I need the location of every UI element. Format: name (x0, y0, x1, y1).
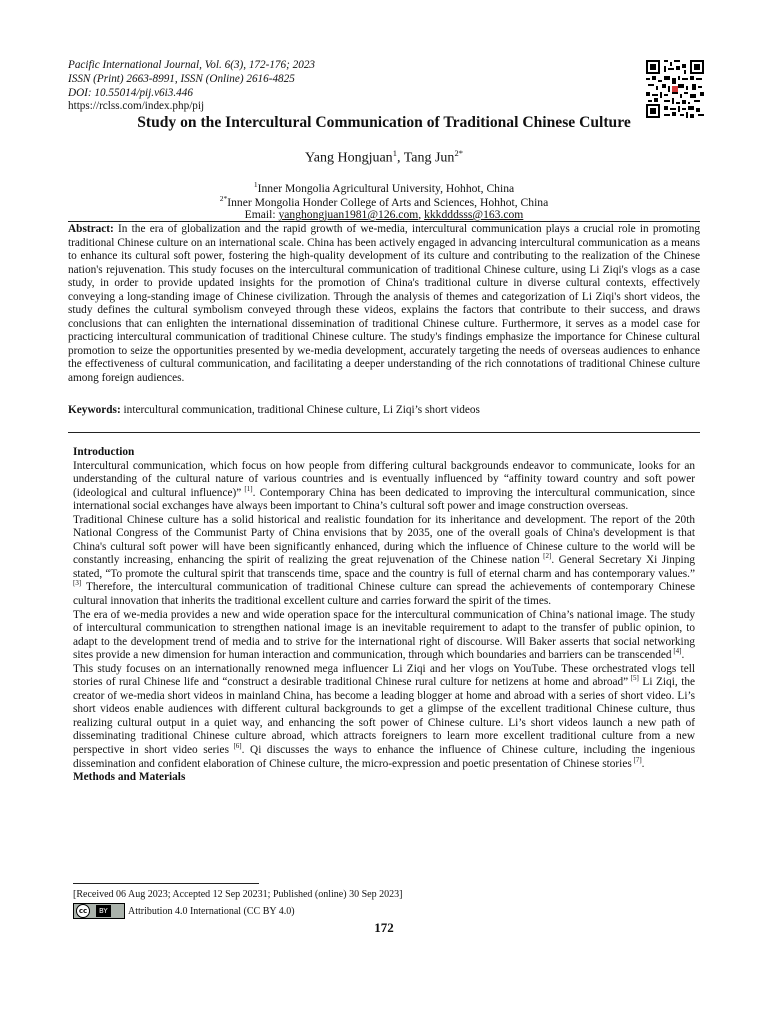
paragraph-text: Therefore, the intercultural communication of traditional Chinese culture can spread the achievements of contemporary Chinese cultural innovation that inherits the traditional excellent culture and carries forward the spirit of the times. (73, 581, 695, 608)
paragraph-text: The era of we-media provides a new and wide operation space for the intercultural communication of China’s national image. The study of intercultural communication to strengthen national image is an inevitable requirement to adapt to the transfer of public opinion, to adapt to the development trend of media and to strive for the international right of discourse. Will Baker asserts that social networking sites provide a new dimension for human interaction and communication, through which boundaries and barriers can be transcended (73, 608, 695, 662)
body-paragraph (73, 609, 695, 663)
author-name: Tang Jun (403, 150, 455, 166)
citation-ref: [1] (241, 484, 253, 493)
affiliation-mark: 2* (219, 194, 228, 203)
license-line (73, 903, 295, 919)
author-name: Yang Hongjuan (305, 150, 393, 166)
cc-by-badge-icon[interactable] (73, 903, 125, 919)
paragraph-text: Li Ziqi, the creator of we-media short videos in mainland China, has become a leading blogger at home and abroad with a series of short video. Li’s short videos enable audiences with different cultural backgrounds to get a glimpse of the excellent traditional Chinese culture, thus realizing cultural output in a quiet way, and enhancing the soft power of Chinese culture. Li’s short videos launch a new path of disseminating traditional Chinese culture abroad, which attracts foreigners to learn more excellent traditional culture from a new perspective in short video series (73, 676, 696, 757)
by-icon: BY (96, 905, 111, 917)
author-affiliation-mark: 1 (392, 148, 397, 158)
author-line (0, 148, 768, 167)
abstract-text: In the era of globalization and the rapid growth of we-media, intercultural communication plays a crucial role in promoting traditional Chinese culture on an international scale. China has been actively engaged in advancing intercultural communication as a means to enhance its cultural soft power, fostering the high-quality development of its culture and contributing to the realization of the Chinese nation's rejuvenation. This study focuses on the intercultural communication of traditional Chinese culture, using Li Ziqi's vlogs as a case study, in order to provide updated insights for the promotion of China's traditional culture in diverse cultural contexts, effectively conveying a long-standing image of Chinese civilization. Through the analysis of themes and categorization of Li Ziqi's short videos, the study defines the cultural symbolism conveyed through these videos, explains the factors that contribute to their success, and draws conclusions that can enlighten the international dissemination of traditional Chinese culture. Furthermore, it serves as a model case for practicing intercultural communication of traditional Chinese culture. The study's findings emphasize the importance for Chinese cultural promotion to seize the opportunities presented by we-media development, accurately targeting the needs of overseas audiences to enhance the effectiveness of cultural communication, and facilitating a deeper understanding of the rich connotations of traditional Chinese culture among foreign audiences. (68, 223, 700, 385)
paragraph-text: This study focuses on an internationally renowned mega influencer Li Ziqi and her vlogs on YouTube. These orchestrated vlogs tell stories of rural Chinese life and “construct a desirable traditional Chinese rural culture for netizens at home and abroad” (73, 662, 695, 689)
paragraph-text: . (681, 649, 685, 662)
paragraph-text: . (641, 757, 645, 770)
page-number: 172 (374, 920, 394, 935)
section-heading: Introduction (73, 446, 135, 458)
affiliation-text: Inner Mongolia Agricultural University, Hohhot, China (257, 181, 515, 195)
section-divider (68, 432, 700, 433)
qr-code-icon (646, 60, 704, 118)
license-text: Attribution 4.0 International (CC BY 4.0) (128, 905, 295, 917)
keywords (68, 404, 700, 416)
paper-title: Study on the Intercultural Communication of Traditional Chinese Culture (137, 114, 631, 131)
affiliation-2 (0, 194, 768, 209)
keywords-label: Keywords: (68, 404, 121, 416)
citation-ref: [5] (628, 674, 639, 683)
journal-line: Pacific International Journal, Vol. 6(3), 172-176; 2023 (68, 59, 316, 71)
email-line (0, 208, 768, 221)
affiliation-text: Inner Mongolia Honder College of Arts and Sciences, Hohhot, China (227, 195, 549, 209)
email-separator: , (418, 208, 425, 221)
email-label: Email: (244, 208, 279, 221)
received-dates: [Received 06 Aug 2023; Accepted 12 Sep 20231; Published (online) 30 Sep 2023] (73, 889, 403, 900)
email-link[interactable]: kkkdddsss@163.com (424, 208, 524, 221)
citation-ref: [2] (539, 552, 552, 561)
paragraph-text: . Qi discusses the ways to enhance the influence of Chinese culture, including the ingenious dissemination and confident elaboration of Chinese culture, the micro-expression and poetic presentation of Chinese stories (73, 744, 695, 770)
journal-url[interactable]: https://rclss.com/index.php/pij (68, 100, 205, 113)
citation-ref: [6] (228, 742, 242, 751)
email-link[interactable]: yanghongjuan1981@126.com (278, 208, 419, 221)
keywords-text: intercultural communication, traditional Chinese culture, Li Ziqi’s short videos (120, 404, 480, 416)
citation-ref: [3] (73, 579, 82, 588)
body-paragraph (73, 514, 695, 609)
abstract (68, 221, 700, 386)
affiliation-mark: 1 (253, 180, 258, 189)
body-paragraph (73, 663, 695, 771)
doi-line: DOI: 10.55014/pij.v6i3.446 (68, 86, 193, 99)
cc-icon: cc (76, 904, 90, 918)
citation-ref: [7] (631, 755, 642, 764)
footnote-divider (73, 883, 259, 884)
author-affiliation-mark: 2* (454, 148, 463, 158)
section-heading: Methods and Materials (73, 771, 186, 784)
paragraph-text: Traditional Chinese culture has a solid historical and realistic foundation for its inheritance and development. The report of the 20th National Congress of the Communist Party of China envisions that by 2035, one of the overall goals of China's development is that China's cultural soft power will have been significantly enhanced, during which the influence of Chinese culture to the world will be constantly increasing, enhancing the spirit of realizing the great rejuvenation of the Chinese nation (73, 513, 695, 567)
paragraph-text: Intercultural communication, which focus on how people from differing cultural backgrounds endeavor to communicate, looks for an understanding of the cultural nature of various countries and is eventually influenced by “affinity toward country and soft power (ideological and cultural influence)” (73, 459, 695, 499)
affiliation-1 (0, 180, 768, 195)
body-paragraph (73, 460, 695, 514)
paper-body (73, 446, 695, 785)
issn-line: ISSN (Print) 2663-8991, ISSN (Online) 2616-4825 (68, 72, 295, 85)
citation-ref: [4] (671, 647, 682, 656)
paragraph-text: . Contemporary China has been dedicated to improving the intercultural communication, since international social exchanges have always been important to China’s cultural soft power and image construction overseas. (73, 486, 696, 513)
author-separator: , (396, 150, 404, 166)
paragraph-text: . General Secretary Xi Jinping stated, “To promote the cultural spirit that transcends time, space and the country is full of eternal charm and has contemporary values.” (73, 554, 695, 580)
journal-header (68, 59, 628, 114)
abstract-label: Abstract: (68, 223, 114, 235)
